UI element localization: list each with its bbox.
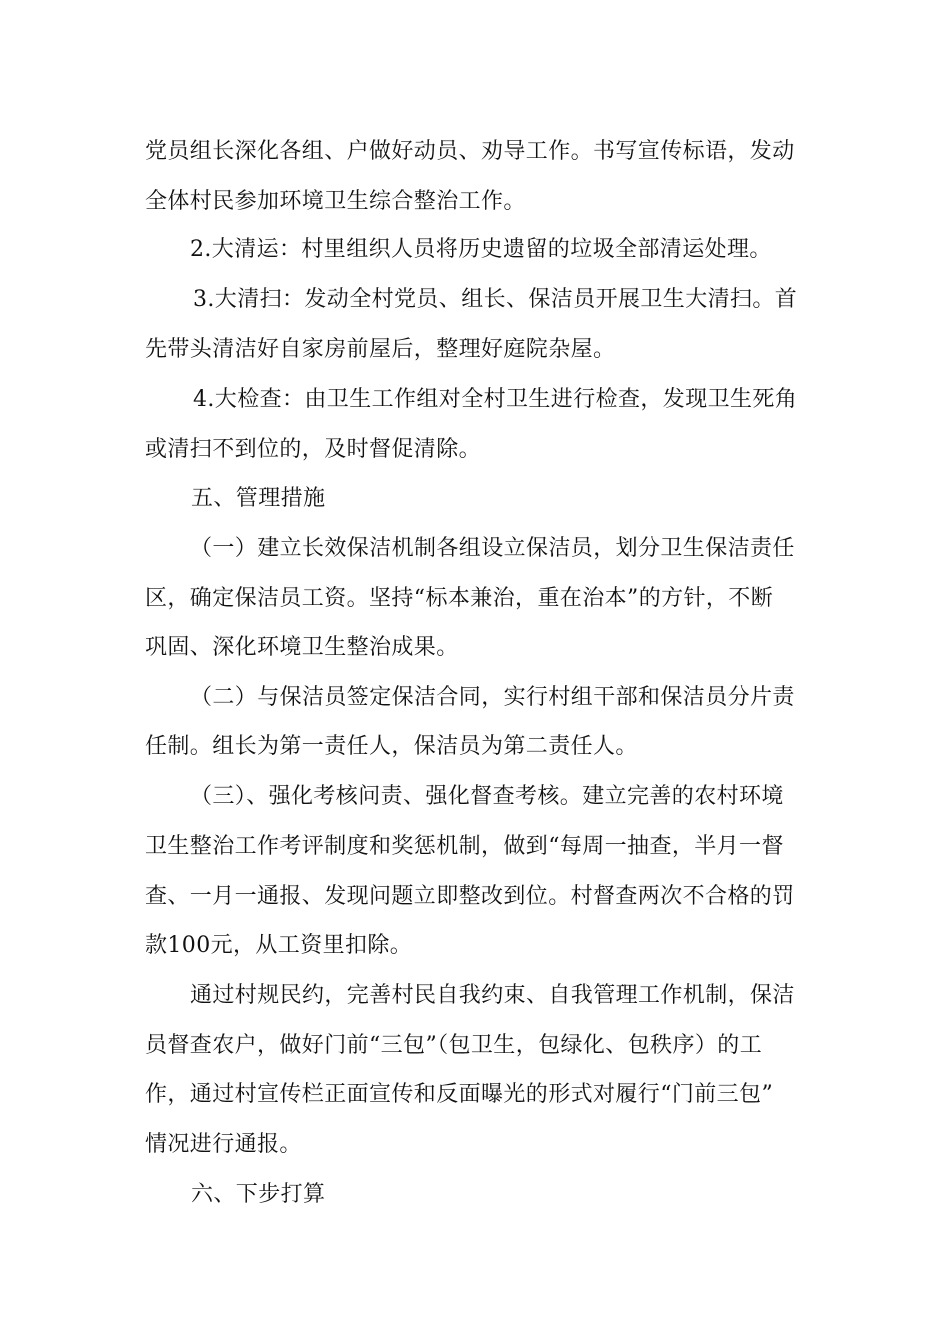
paragraph-line: 情况进行通报。 bbox=[145, 1132, 302, 1157]
paragraph-line: 卫生整治工作考评制度和奖惩机制，做到“每周一抽查，半月一督 bbox=[145, 834, 784, 859]
paragraph-line: 巩固、深化环境卫生整治成果。 bbox=[145, 635, 459, 660]
clause-2: （二）与保洁员签定保洁合同，实行村组干部和保洁员分片责 bbox=[190, 685, 795, 710]
list-item-3: 3.大清扫：发动全村党员、组长、保洁员开展卫生大清扫。首 bbox=[193, 287, 798, 312]
paragraph-start: 通过村规民约，完善村民自我约束、自我管理工作机制，保洁 bbox=[190, 983, 795, 1008]
paragraph-line: 款100元，从工资里扣除。 bbox=[145, 933, 413, 958]
paragraph-line: 任制。组长为第一责任人，保洁员为第二责任人。 bbox=[145, 734, 638, 759]
list-item-2: 2.大清运：村里组织人员将历史遗留的垃圾全部清运处理。 bbox=[190, 237, 772, 262]
paragraph-line: 先带头清洁好自家房前屋后，整理好庭院杂屋。 bbox=[145, 337, 616, 362]
paragraph-line: 全体村民参加环境卫生综合整治工作。 bbox=[145, 189, 526, 214]
clause-1: （一）建立长效保洁机制各组设立保洁员，划分卫生保洁责任 bbox=[190, 536, 795, 561]
section-heading-5: 五、管理措施 bbox=[191, 486, 326, 511]
paragraph-line: 区，确定保洁员工资。坚持“标本兼治，重在治本”的方针，不断 bbox=[145, 586, 774, 611]
paragraph-line: 查、一月一通报、发现问题立即整改到位。村督查两次不合格的罚 bbox=[145, 884, 795, 909]
paragraph-line: 员督查农户，做好门前“三包”（包卫生，包绿化、包秩序）的工 bbox=[145, 1033, 763, 1058]
list-item-4: 4.大检查：由卫生工作组对全村卫生进行检查，发现卫生死角 bbox=[193, 387, 798, 412]
paragraph-line: 党员组长深化各组、户做好动员、劝导工作。书写宣传标语，发动 bbox=[145, 139, 795, 164]
paragraph-line: 作，通过村宣传栏正面宣传和反面曝光的形式对履行“门前三包” bbox=[145, 1082, 774, 1107]
clause-3: （三）、强化考核问责、强化督查考核。建立完善的农村环境 bbox=[190, 784, 784, 809]
section-heading-6: 六、下步打算 bbox=[191, 1182, 326, 1207]
paragraph-line: 或清扫不到位的，及时督促清除。 bbox=[145, 437, 482, 462]
